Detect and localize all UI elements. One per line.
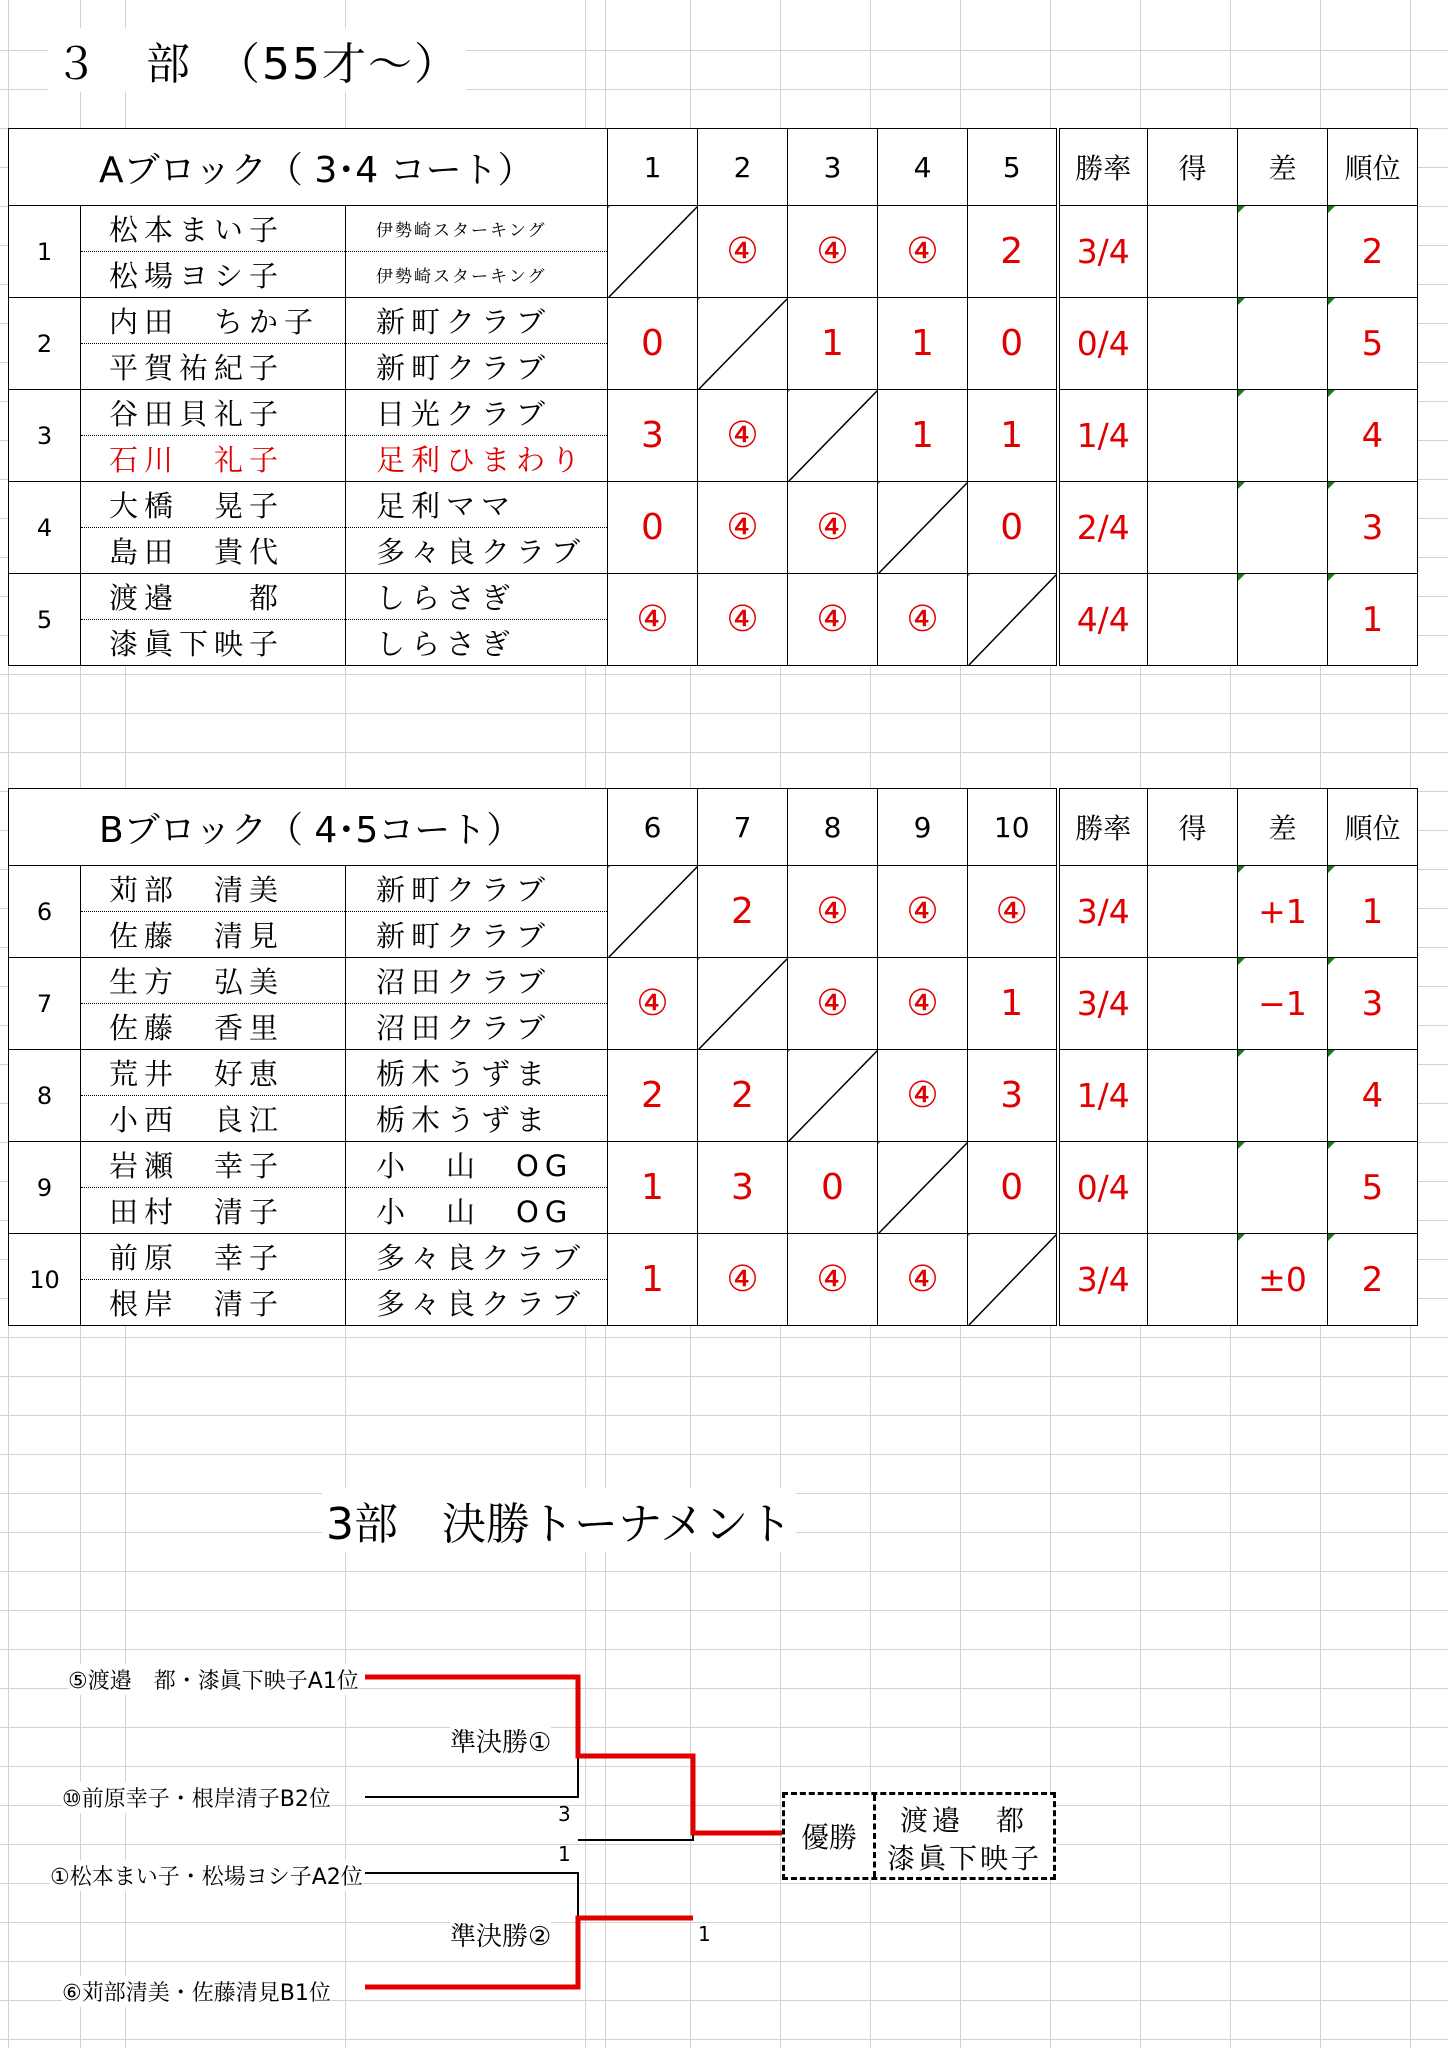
match-result xyxy=(878,1142,968,1234)
club-name: 新町クラブ xyxy=(346,344,608,390)
match-result: 1 xyxy=(608,1142,698,1234)
rank: 2 xyxy=(1328,206,1418,298)
rank: 1 xyxy=(1328,574,1418,666)
win-rate-header: 勝率 xyxy=(1058,129,1148,206)
rank-header: 順位 xyxy=(1328,789,1418,866)
diff xyxy=(1238,298,1328,390)
win-rate: 1/4 xyxy=(1058,1050,1148,1142)
club-name: しらさぎ xyxy=(346,574,608,620)
match-result: 2 xyxy=(698,866,788,958)
entry-a1: ⑤渡邉 都・漆眞下映子A1位 xyxy=(68,1664,359,1695)
club-name: 多々良クラブ xyxy=(346,1234,608,1280)
match-result: ④ xyxy=(878,866,968,958)
player-name: 生方 弘美 xyxy=(81,958,346,1004)
win-rate: 3/4 xyxy=(1058,1234,1148,1326)
match-result: 1 xyxy=(878,390,968,482)
player-name: 谷田貝礼子 xyxy=(81,390,346,436)
club-name: 伊勢崎スターキング xyxy=(346,206,608,252)
match-result: 3 xyxy=(968,1050,1058,1142)
match-result: ④ xyxy=(698,1234,788,1326)
match-result xyxy=(698,958,788,1050)
opponent-col-header: 7 xyxy=(698,789,788,866)
opponent-col-header: 3 xyxy=(788,129,878,206)
diff xyxy=(1238,390,1328,482)
semi2-score: 1 xyxy=(558,1842,571,1866)
rank: 4 xyxy=(1328,390,1418,482)
win-rate: 0/4 xyxy=(1058,1142,1148,1234)
block-a-table xyxy=(8,128,1418,666)
club-name: 日光クラブ xyxy=(346,390,608,436)
winner-name-2: 漆眞下映子 xyxy=(887,1842,1043,1875)
match-result: 2 xyxy=(968,206,1058,298)
match-result: ④ xyxy=(878,574,968,666)
match-result: 2 xyxy=(608,1050,698,1142)
win-rate: 4/4 xyxy=(1058,574,1148,666)
entry-b2: ⑩前原幸子・根岸清子B2位 xyxy=(62,1782,331,1813)
match-result: ④ xyxy=(788,574,878,666)
semifinal-1-label: 準決勝① xyxy=(450,1722,551,1759)
match-result: ④ xyxy=(968,866,1058,958)
match-result: ④ xyxy=(788,958,878,1050)
club-name: しらさぎ xyxy=(346,620,608,666)
points xyxy=(1148,298,1238,390)
player-name: 石川 礼子 xyxy=(81,436,346,482)
opponent-col-header: 6 xyxy=(608,789,698,866)
match-result: ④ xyxy=(878,958,968,1050)
points xyxy=(1148,574,1238,666)
block-b-table xyxy=(8,788,1418,1326)
bracket-line-entry2 xyxy=(365,1756,578,1797)
club-name: 新町クラブ xyxy=(346,912,608,958)
diff-header: 差 xyxy=(1238,129,1328,206)
club-name: 足利ひまわり xyxy=(346,436,608,482)
club-name: 栃木うずま xyxy=(346,1050,608,1096)
player-name: 荒井 好恵 xyxy=(81,1050,346,1096)
win-rate-header: 勝率 xyxy=(1058,789,1148,866)
opponent-col-header: 10 xyxy=(968,789,1058,866)
match-result xyxy=(968,574,1058,666)
tournament-title: 3部 決勝トーナメント xyxy=(322,1488,796,1552)
match-result: 0 xyxy=(968,298,1058,390)
points xyxy=(1148,1142,1238,1234)
rank: 2 xyxy=(1328,1234,1418,1326)
team-number: 7 xyxy=(9,958,81,1050)
match-result xyxy=(608,206,698,298)
block-title: Aブロック（ 3･4 コート） xyxy=(9,129,608,206)
match-result: ④ xyxy=(878,1234,968,1326)
player-name: 佐藤 香里 xyxy=(81,1004,346,1050)
rank-header: 順位 xyxy=(1328,129,1418,206)
player-name: 大橋 晃子 xyxy=(81,482,346,528)
match-result xyxy=(788,1050,878,1142)
rank: 4 xyxy=(1328,1050,1418,1142)
player-name: 佐藤 清見 xyxy=(81,912,346,958)
points-header: 得 xyxy=(1148,129,1238,206)
player-name: 漆眞下映子 xyxy=(81,620,346,666)
match-result: ④ xyxy=(698,482,788,574)
rank: 1 xyxy=(1328,866,1418,958)
match-result: ④ xyxy=(698,574,788,666)
bracket-winner-path xyxy=(365,1677,782,1833)
points-header: 得 xyxy=(1148,789,1238,866)
team-number: 3 xyxy=(9,390,81,482)
team-number: 1 xyxy=(9,206,81,298)
winner-box xyxy=(782,1792,1056,1880)
entry-a2: ①松本まい子・松場ヨシ子A2位 xyxy=(50,1860,363,1891)
winner-label: 優勝 xyxy=(785,1795,876,1877)
match-result: 2 xyxy=(698,1050,788,1142)
match-result: 1 xyxy=(608,1234,698,1326)
team-number: 9 xyxy=(9,1142,81,1234)
team-number: 6 xyxy=(9,866,81,958)
diff xyxy=(1238,206,1328,298)
match-result: ④ xyxy=(788,866,878,958)
points xyxy=(1148,866,1238,958)
diff xyxy=(1238,574,1328,666)
points xyxy=(1148,206,1238,298)
club-name: 栃木うずま xyxy=(346,1096,608,1142)
match-result: ④ xyxy=(788,206,878,298)
match-result: ④ xyxy=(608,574,698,666)
match-result xyxy=(608,866,698,958)
diff: −1 xyxy=(1238,958,1328,1050)
club-name: 沼田クラブ xyxy=(346,1004,608,1050)
team-number: 8 xyxy=(9,1050,81,1142)
match-result: ④ xyxy=(698,206,788,298)
match-result xyxy=(788,390,878,482)
match-result: 0 xyxy=(608,482,698,574)
opponent-col-header: 1 xyxy=(608,129,698,206)
diff: ±0 xyxy=(1238,1234,1328,1326)
diff xyxy=(1238,482,1328,574)
match-result: ④ xyxy=(878,1050,968,1142)
win-rate: 0/4 xyxy=(1058,298,1148,390)
diff-header: 差 xyxy=(1238,789,1328,866)
player-name: 岩瀬 幸子 xyxy=(81,1142,346,1188)
player-name: 内田 ちか子 xyxy=(81,298,346,344)
opponent-col-header: 8 xyxy=(788,789,878,866)
semi1-score: 3 xyxy=(558,1802,571,1826)
player-name: 平賀祐紀子 xyxy=(81,344,346,390)
match-result: 1 xyxy=(878,298,968,390)
club-name: 多々良クラブ xyxy=(346,528,608,574)
final-score: 1 xyxy=(698,1922,711,1946)
team-number: 4 xyxy=(9,482,81,574)
match-result xyxy=(968,1234,1058,1326)
club-name: 小 山 OG xyxy=(346,1188,608,1234)
bracket-line-semi2 xyxy=(578,1832,693,1840)
block-title: Bブロック（ 4･5コート） xyxy=(9,789,608,866)
match-result: ④ xyxy=(698,390,788,482)
match-result: 3 xyxy=(608,390,698,482)
club-name: 小 山 OG xyxy=(346,1142,608,1188)
diff: +1 xyxy=(1238,866,1328,958)
club-name: 足利ママ xyxy=(346,482,608,528)
win-rate: 2/4 xyxy=(1058,482,1148,574)
entry-b1: ⑥苅部清美・佐藤清見B1位 xyxy=(62,1976,331,2007)
club-name: 新町クラブ xyxy=(346,298,608,344)
club-name: 伊勢崎スターキング xyxy=(346,252,608,298)
match-result: 3 xyxy=(698,1142,788,1234)
rank: 5 xyxy=(1328,1142,1418,1234)
match-result: ④ xyxy=(788,482,878,574)
opponent-col-header: 4 xyxy=(878,129,968,206)
player-name: 渡邉 都 xyxy=(81,574,346,620)
club-name: 沼田クラブ xyxy=(346,958,608,1004)
rank: 3 xyxy=(1328,958,1418,1050)
opponent-col-header: 9 xyxy=(878,789,968,866)
player-name: 田村 清子 xyxy=(81,1188,346,1234)
rank: 3 xyxy=(1328,482,1418,574)
opponent-col-header: 5 xyxy=(968,129,1058,206)
points xyxy=(1148,482,1238,574)
team-number: 10 xyxy=(9,1234,81,1326)
match-result: 0 xyxy=(968,1142,1058,1234)
match-result: 0 xyxy=(608,298,698,390)
points xyxy=(1148,1050,1238,1142)
match-result: 0 xyxy=(788,1142,878,1234)
win-rate: 1/4 xyxy=(1058,390,1148,482)
club-name: 多々良クラブ xyxy=(346,1280,608,1326)
team-number: 5 xyxy=(9,574,81,666)
player-name: 松場ヨシ子 xyxy=(81,252,346,298)
win-rate: 3/4 xyxy=(1058,958,1148,1050)
player-name: 前原 幸子 xyxy=(81,1234,346,1280)
page-title: ３ 部 （55才〜） xyxy=(48,28,466,92)
match-result xyxy=(878,482,968,574)
player-name: 根岸 清子 xyxy=(81,1280,346,1326)
winner-name-1: 渡邉 都 xyxy=(900,1804,1029,1837)
match-result: 1 xyxy=(968,390,1058,482)
points xyxy=(1148,958,1238,1050)
match-result: ④ xyxy=(608,958,698,1050)
win-rate: 3/4 xyxy=(1058,206,1148,298)
match-result: 0 xyxy=(968,482,1058,574)
diff xyxy=(1238,1050,1328,1142)
team-number: 2 xyxy=(9,298,81,390)
win-rate: 3/4 xyxy=(1058,866,1148,958)
points xyxy=(1148,390,1238,482)
diff xyxy=(1238,1142,1328,1234)
player-name: 島田 貴代 xyxy=(81,528,346,574)
player-name: 苅部 清美 xyxy=(81,866,346,912)
points xyxy=(1148,1234,1238,1326)
club-name: 新町クラブ xyxy=(346,866,608,912)
match-result: 1 xyxy=(968,958,1058,1050)
semifinal-2-label: 準決勝② xyxy=(450,1916,551,1953)
player-name: 松本まい子 xyxy=(81,206,346,252)
rank: 5 xyxy=(1328,298,1418,390)
match-result: 1 xyxy=(788,298,878,390)
match-result xyxy=(698,298,788,390)
match-result: ④ xyxy=(788,1234,878,1326)
match-result: ④ xyxy=(878,206,968,298)
player-name: 小西 良江 xyxy=(81,1096,346,1142)
opponent-col-header: 2 xyxy=(698,129,788,206)
bracket-line-entry3 xyxy=(365,1873,578,1918)
